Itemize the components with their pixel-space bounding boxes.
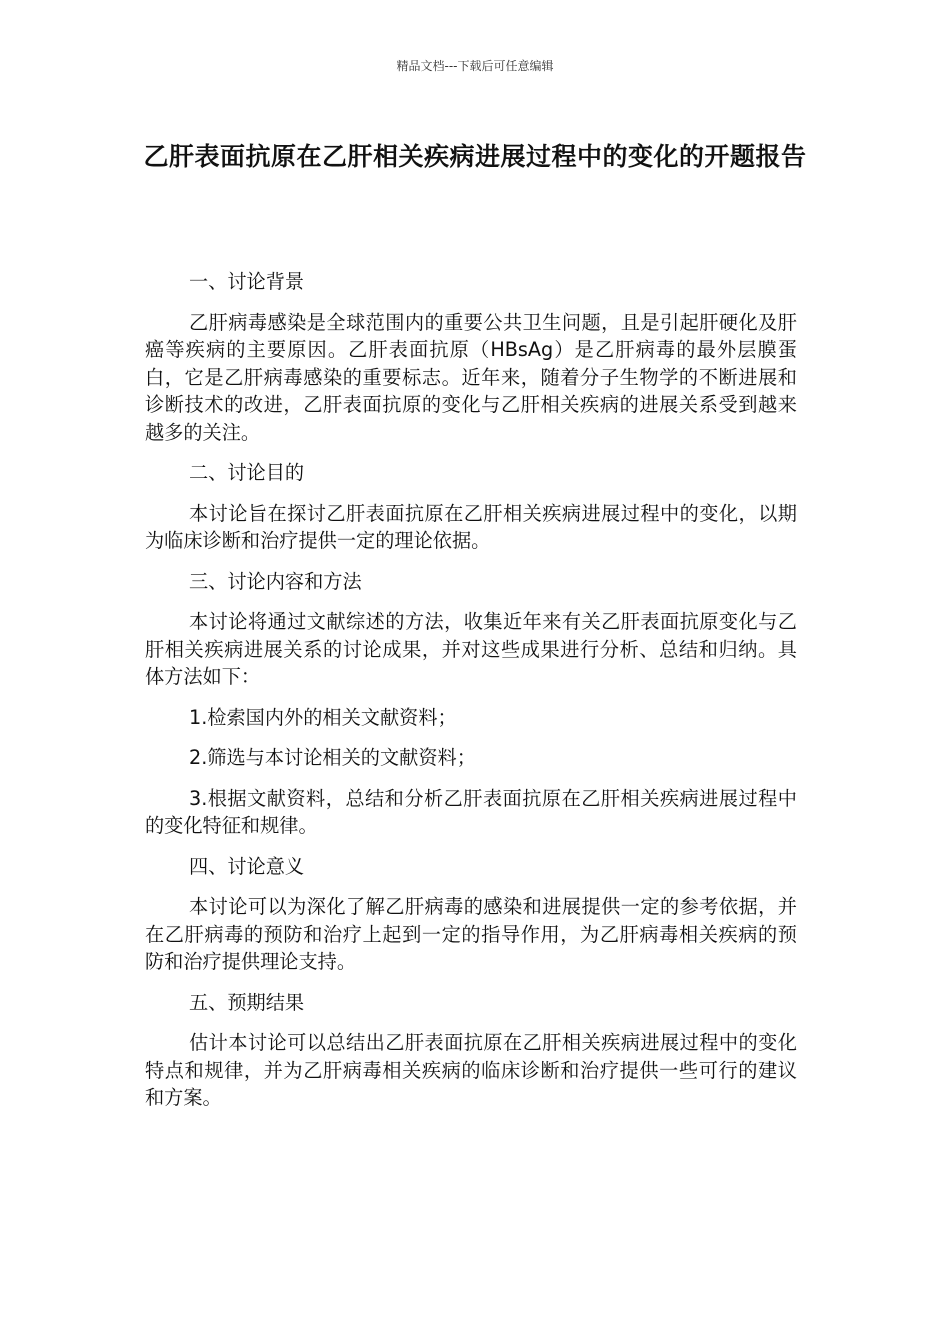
paragraph-content-method: 本讨论将通过文献综述的方法，收集近年来有关乙肝表面抗原变化与乙肝相关疾病进展关系的讨论成果，并对这些成果进行分析、总结和归纳。具体方法如下： <box>145 610 797 688</box>
section-heading-background: 一、讨论背景 <box>189 270 305 293</box>
section-heading-content-method: 三、讨论内容和方法 <box>189 569 362 593</box>
paragraph-expected-results: 估计本讨论可以总结出乙肝表面抗原在乙肝相关疾病进展过程中的变化特点和规律，并为乙肝病毒相关疾病的临床诊断和治疗提供一些可行的建议和方案。 <box>145 1031 797 1109</box>
section-heading-purpose: 二、讨论目的 <box>189 461 305 484</box>
list-item-method-2: 2.筛选与本讨论相关的文献资料； <box>189 746 476 769</box>
document-title: 乙肝表面抗原在乙肝相关疾病进展过程中的变化的开题报告 <box>143 142 807 171</box>
paragraph-background: 乙肝病毒感染是全球范围内的重要公共卫生问题，且是引起肝硬化及肝癌等疾病的主要原因。乙肝表面抗原（HBsAg）是乙肝病毒的最外层膜蛋白，它是乙肝病毒感染的重要标志。近年来，随着分子生物学的不断进展和诊断技术的改进，乙肝表面抗原的变化与乙肝相关疾病的进展关系受到越来越多的关注。 <box>145 310 797 444</box>
section-heading-significance: 四、讨论意义 <box>189 854 305 878</box>
list-item-method-1: 1.检索国内外的相关文献资料； <box>189 705 457 729</box>
page-header-note: 精品文档---下载后可任意编辑 <box>396 59 554 73</box>
list-item-method-3: 3.根据文献资料，总结和分析乙肝表面抗原在乙肝相关疾病进展过程中的变化特征和规律。 <box>145 786 797 837</box>
section-heading-expected-results: 五、预期结果 <box>189 990 305 1014</box>
document-body <box>145 268 797 1125</box>
paragraph-significance: 本讨论可以为深化了解乙肝病毒的感染和进展提供一定的参考依据，并在乙肝病毒的预防和治疗上起到一定的指导作用，为乙肝病毒相关疾病的预防和治疗提供理论支持。 <box>145 895 797 973</box>
paragraph-purpose: 本讨论旨在探讨乙肝表面抗原在乙肝相关疾病进展过程中的变化，以期为临床诊断和治疗提供一定的理论依据。 <box>145 501 797 552</box>
